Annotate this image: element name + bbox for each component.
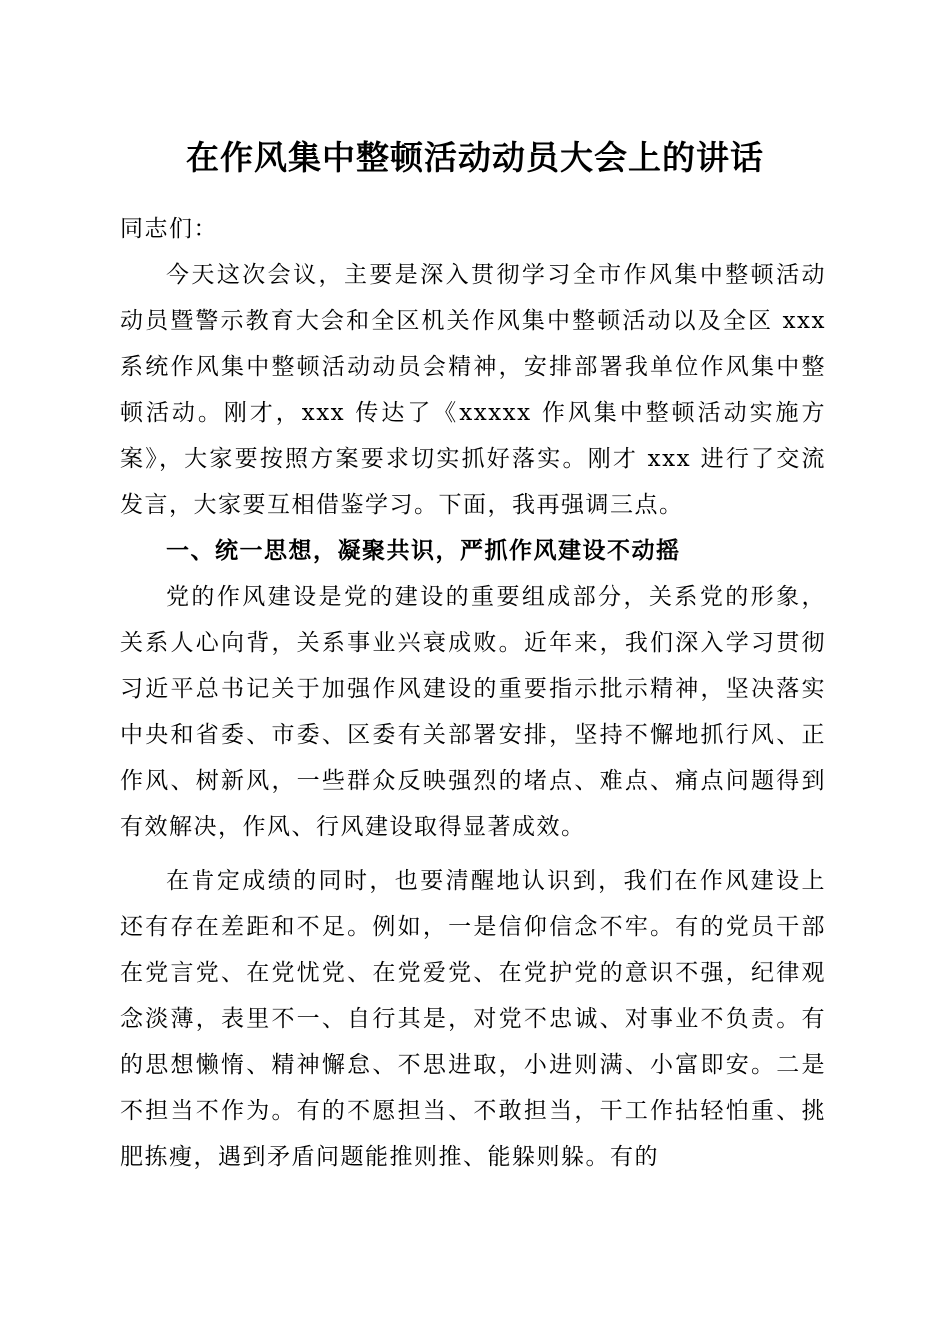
intro-paragraph: 今天这次会议，主要是深入贯彻学习全市作风集中整顿活动动员暨警示教育大会和全区机关作风集中整顿活动以及全区 xxx 系统作风集中整顿活动动员会精神，安排部署我单位作风集中整顿活动。刚才，xxx 传达了《xxxxx 作风集中整顿活动实施方案》，大家要按照方案要求切实抓好落实。刚才 xxx 进行了交流发言，大家要互相借鉴学习。下面，我再强调三点。 — [120, 262, 826, 518]
body-paragraph: 党的作风建设是党的建设的重要组成部分，关系党的形象，关系人心向背，关系事业兴衰成败。近年来，我们深入学习贯彻习近平总书记关于加强作风建设的重要指示批示精神，坚决落实中央和省委、市委、区委有关部署安排，坚持不懈地抓行风、正作风、树新风，一些群众反映强烈的堵点、难点、痛点问题得到有效解决，作风、行风建设取得显著成效。 — [120, 584, 826, 840]
document-body — [120, 206, 826, 1180]
body-paragraph: 在肯定成绩的同时，也要清醒地认识到，我们在作风建设上还有存在差距和不足。例如，一是信仰信念不牢。有的党员干部在党言党、在党忧党、在党爱党、在党护党的意识不强，纪律观念淡薄，表里不一、自行其是，对党不忠诚、对事业不负责。有的思想懒惰、精神懈怠、不思进取，小进则满、小富即安。二是不担当不作为。有的不愿担当、不敢担当，干工作拈轻怕重、挑肥拣瘦，遇到矛盾问题能推则推、能躲则躲。有的 — [120, 868, 826, 1170]
section-heading: 一、统一思想，凝聚共识，严抓作风建设不动摇 — [166, 538, 681, 564]
page-title: 在作风集中整顿活动动员大会上的讲话 — [186, 138, 764, 177]
salutation: 同志们： — [120, 216, 218, 242]
